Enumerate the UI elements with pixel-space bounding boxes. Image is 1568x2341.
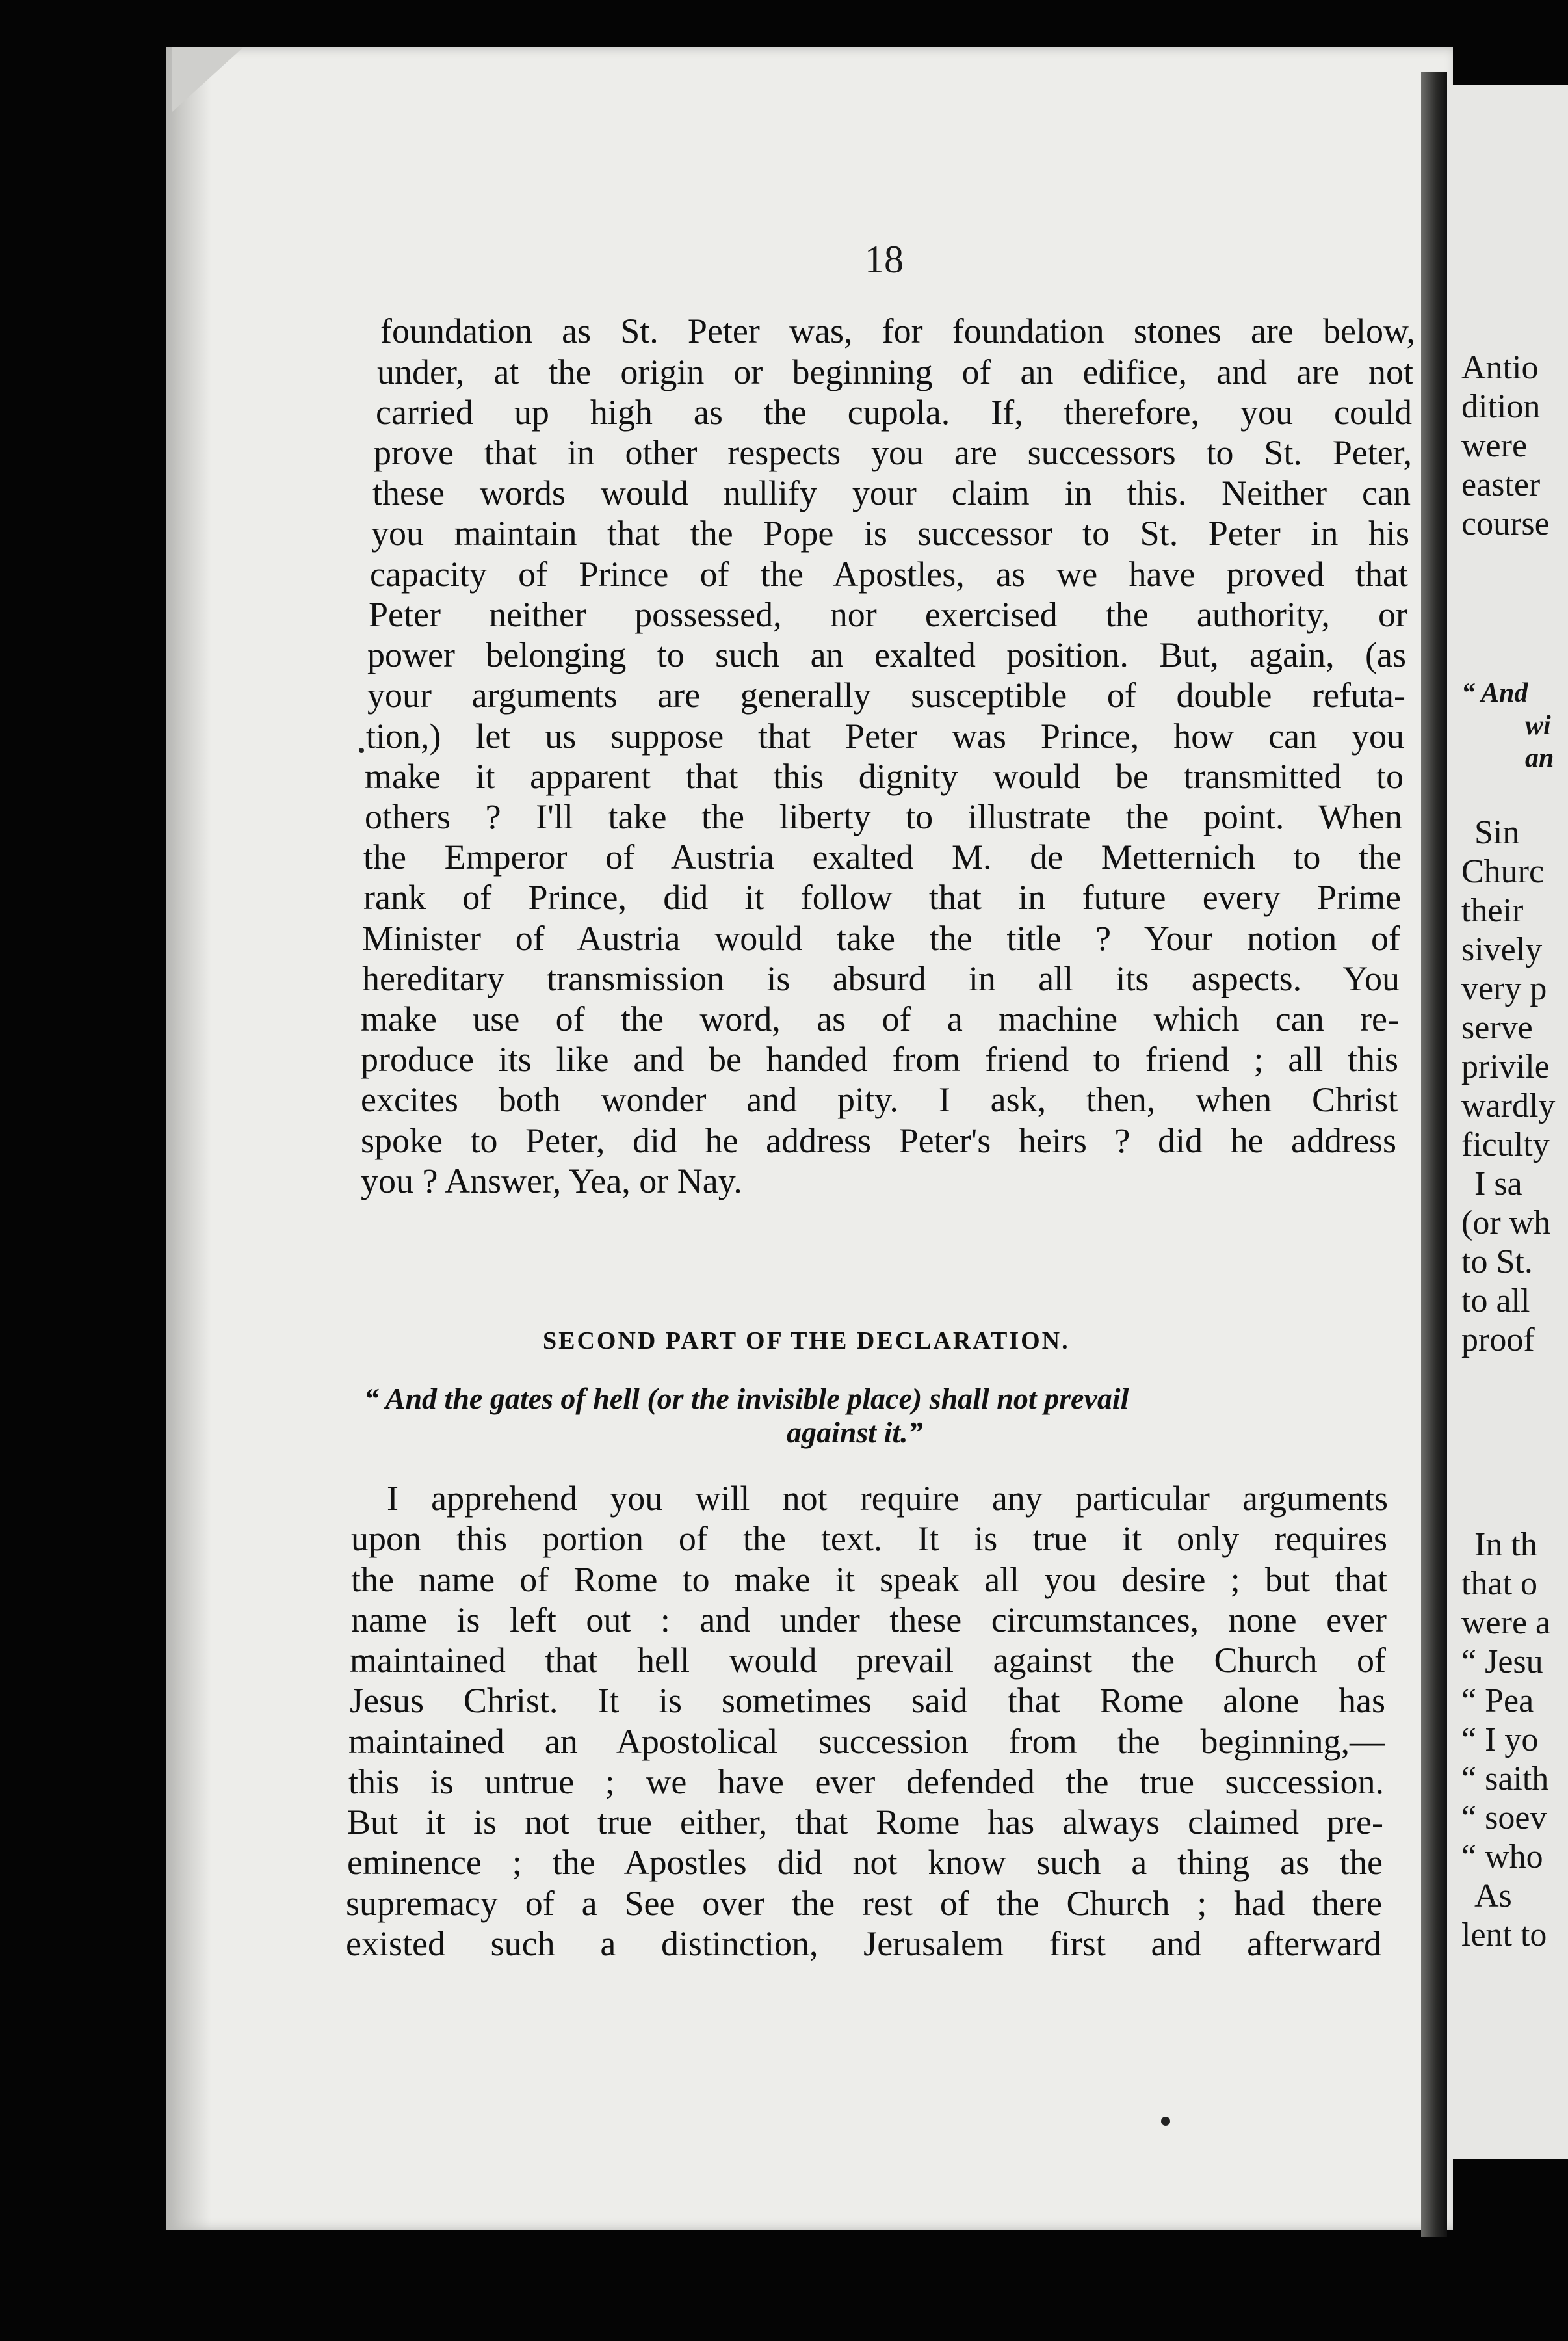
body-line: the Emperor of Austria exalted M. de Metternich to the [363, 838, 1402, 877]
section-heading: SECOND PART OF THE DECLARATION. [543, 1327, 1070, 1355]
body-line: eminence ; the Apostles did not know such a thing as the [347, 1843, 1383, 1882]
body-line: this is untrue ; we have ever defended the true succession. [348, 1762, 1384, 1801]
body-line: make it apparent that this dignity would be transmitted to [365, 757, 1404, 796]
body-line: excites both wonder and pity. I ask, then, when Christ [361, 1080, 1398, 1119]
facing-line: to St. [1461, 1243, 1533, 1280]
body-line: your arguments are generally susceptible of double refuta- [367, 676, 1405, 715]
body-line: others ? I'll take the liberty to illustrate the point. When [365, 797, 1402, 836]
body-line: you maintain that the Pope is successor to St. Peter in his [371, 514, 1409, 553]
body-line: Peter neither possessed, nor exercised the authority, or [369, 595, 1407, 634]
body-line: produce its like and be handed from friend to friend ; all this [361, 1040, 1398, 1079]
body-line: upon this portion of the text. It is true it only requires [351, 1519, 1387, 1558]
facing-line: “ who [1461, 1838, 1543, 1875]
facing-line: course [1461, 505, 1550, 542]
facing-line: their [1461, 892, 1524, 929]
body-line: capacity of Prince of the Apostles, as we have proved that [370, 555, 1408, 594]
facing-quote-line: “ And [1461, 678, 1528, 708]
body-line: spoke to Peter, did he address Peter's heirs ? did he address [361, 1121, 1396, 1160]
facing-line: were [1461, 427, 1528, 464]
facing-page-fragment [1447, 85, 1568, 2159]
ink-spot [1161, 2117, 1170, 2126]
body-line: prove that in other respects you are successors to St. Peter, [374, 433, 1412, 472]
facing-line: “ Pea [1461, 1682, 1534, 1719]
facing-line: (or wh [1461, 1204, 1551, 1241]
facing-line: “ I yo [1461, 1721, 1539, 1758]
facing-line: serve [1461, 1009, 1533, 1046]
body-line: supremacy of a See over the rest of the Church ; had there [346, 1884, 1382, 1923]
body-line: Jesus Christ. It is sometimes said that Rome alone has [350, 1681, 1385, 1720]
facing-line: proof [1461, 1321, 1535, 1358]
facing-quote-line: an [1525, 743, 1554, 773]
body-line: I apprehend you will not require any particular arguments [387, 1479, 1388, 1518]
facing-quote-line: wi [1525, 711, 1551, 741]
body-line: maintained an Apostolical succession from the beginning,— [348, 1722, 1385, 1761]
facing-line: “ saith [1461, 1760, 1549, 1797]
body-line: these words would nullify your claim in this. Neither can [372, 473, 1411, 512]
facing-line: In th [1474, 1526, 1537, 1563]
facing-line: Sin [1474, 814, 1520, 851]
body-line: hereditary transmission is absurd in all its aspects. You [362, 959, 1400, 998]
facing-line: very p [1461, 970, 1547, 1007]
facing-line: As [1474, 1877, 1512, 1914]
body-line: under, at the origin or beginning of an edifice, and are not [377, 352, 1413, 391]
ink-spot [359, 748, 364, 753]
declaration-quote-line: against it.” [787, 1416, 923, 1449]
body-line: tion,) let us suppose that Peter was Prince, how can you [366, 717, 1404, 756]
body-line: maintained that hell would prevail against the Church of [350, 1641, 1386, 1680]
book-gutter [1421, 72, 1447, 2237]
body-line: existed such a distinction, Jerusalem first and afterward [346, 1924, 1381, 1963]
body-line: make use of the word, as of a machine which can re- [361, 999, 1399, 1038]
facing-line: to all [1461, 1282, 1530, 1319]
facing-line: lent to [1461, 1916, 1547, 1953]
body-line: But it is not true either, that Rome has always claimed pre- [347, 1803, 1383, 1842]
facing-line: ficulty [1461, 1126, 1550, 1163]
body-line: name is left out : and under these circumstances, none ever [351, 1600, 1387, 1639]
facing-line: “ soev [1461, 1799, 1547, 1836]
body-line: Minister of Austria would take the title ? Your notion of [362, 919, 1400, 958]
body-line: carried up high as the cupola. If, therefore, you could [376, 393, 1412, 432]
page-number: 18 [865, 238, 904, 281]
body-line: foundation as St. Peter was, for foundation stones are below, [380, 311, 1415, 350]
body-line: rank of Prince, did it follow that in future every Prime [363, 878, 1401, 917]
facing-line: privile [1461, 1048, 1550, 1085]
facing-line: were a [1461, 1604, 1551, 1641]
body-line: the name of Rome to make it speak all you desire ; but that [351, 1560, 1387, 1599]
facing-line: I sa [1474, 1165, 1522, 1202]
facing-line: Antio [1461, 349, 1539, 386]
declaration-quote-line: “ And the gates of hell (or the invisible place) shall not prevail [364, 1382, 1129, 1415]
body-line: power belonging to such an exalted position. But, again, (as [367, 635, 1406, 674]
facing-line: that o [1461, 1565, 1537, 1602]
body-line-last: you ? Answer, Yea, or Nay. [361, 1161, 742, 1200]
facing-line: wardly [1461, 1087, 1556, 1124]
facing-line: Churc [1461, 853, 1545, 890]
facing-line: sively [1461, 931, 1543, 968]
facing-line: dition [1461, 388, 1541, 425]
page-fold-shadow [166, 47, 211, 2230]
facing-line: “ Jesu [1461, 1643, 1543, 1680]
facing-line: easter [1461, 466, 1541, 503]
